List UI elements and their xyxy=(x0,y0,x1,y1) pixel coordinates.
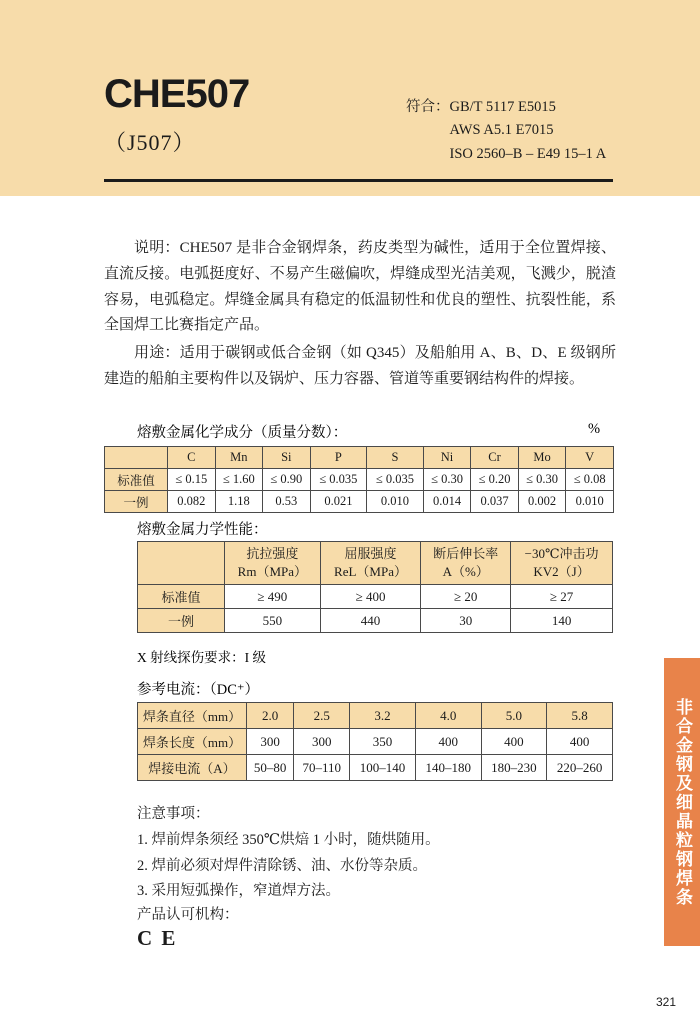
chem-header-v: V xyxy=(566,447,614,469)
chem-cell: 0.002 xyxy=(518,491,566,513)
current-cell: 400 xyxy=(415,729,481,755)
reference-current-table xyxy=(137,702,613,781)
current-cell: 50–80 xyxy=(247,755,294,781)
current-cell: 400 xyxy=(547,729,613,755)
description-paragraph-2: 用途：适用于碳钢或低合金钢（如 Q345）及船舶用 A、B、D、E 级钢所建造的船舶主要构件以及锅炉、压力容器、管道等重要钢结构件的焊接。 xyxy=(104,345,616,387)
table-row xyxy=(105,469,614,491)
chem-cell: ≤ 0.035 xyxy=(310,469,367,491)
mech-cell: 30 xyxy=(421,609,511,633)
xray-requirement-note: X 射线探伤要求：I 级 xyxy=(137,650,266,665)
current-row-label-amperage: 焊接电流（A） xyxy=(138,755,247,781)
mech-header-impact-line2: KV2（J） xyxy=(533,564,590,579)
ce-mark-icon: C E xyxy=(137,926,178,950)
chem-row-label-standard: 标准值 xyxy=(105,469,168,491)
chem-cell: 0.082 xyxy=(168,491,216,513)
mech-row-label-standard: 标准值 xyxy=(138,585,225,609)
chem-cell: ≤ 0.20 xyxy=(471,469,519,491)
mech-header-impact-line1: −30℃冲击功 xyxy=(524,546,599,562)
current-cell: 300 xyxy=(247,729,294,755)
section-side-tab: 非合金钢及细晶粒钢焊条 xyxy=(664,658,700,946)
table-row xyxy=(138,703,613,729)
chem-cell: 0.53 xyxy=(263,491,311,513)
current-cell: 70–110 xyxy=(294,755,350,781)
chem-cell: 0.014 xyxy=(423,491,471,513)
current-cell: 2.0 xyxy=(247,703,294,729)
mech-header-yield xyxy=(320,542,421,585)
mech-header-elongation xyxy=(421,542,511,585)
chem-cell: ≤ 0.035 xyxy=(367,469,424,491)
notes-block xyxy=(137,802,557,905)
chem-header-mn: Mn xyxy=(215,447,263,469)
chem-header-s: S xyxy=(367,447,424,469)
page-number: 321 xyxy=(655,995,676,1009)
standards-line-3 xyxy=(406,143,606,166)
mech-row-label-example: 一例 xyxy=(138,609,225,633)
note-item: 1. 焊前焊条须经 350℃烘焙 1 小时，随烘随用。 xyxy=(137,832,440,849)
table-row xyxy=(105,491,614,513)
mech-header-elongation-line1: 断后伸长率 xyxy=(433,546,499,562)
certification-title: 产品认可机构： xyxy=(137,907,239,923)
current-cell: 100–140 xyxy=(350,755,416,781)
current-cell: 220–260 xyxy=(547,755,613,781)
chem-header-cr: Cr xyxy=(471,447,519,469)
mech-cell: ≥ 400 xyxy=(320,585,421,609)
chem-cell: ≤ 0.30 xyxy=(518,469,566,491)
description-paragraph-1: 说明：CHE507 是非合金钢焊条，药皮类型为碱性，适用于全位置焊接、直流反接。电弧挺度好、不易产生磁偏吹，焊缝成型光洁美观，飞溅少，脱渣容易，电弧稳定。焊缝金属具有稳定的低温韧性和优良的塑性、抗裂性能，系全国焊工比赛指定产品。 xyxy=(104,240,616,334)
mech-header-tensile-line1: 抗拉强度 xyxy=(246,546,299,562)
note-item: 2. 焊前必须对焊件清除锈、油、水份等杂质。 xyxy=(137,857,427,874)
current-cell: 350 xyxy=(350,729,416,755)
current-cell: 4.0 xyxy=(415,703,481,729)
mech-cell: ≥ 490 xyxy=(225,585,321,609)
mech-header-tensile-line2: Rm（MPa） xyxy=(237,564,308,579)
chem-header-ni: Ni xyxy=(423,447,471,469)
description-block xyxy=(104,236,616,395)
standard-1: AWS A5.1 E7015 xyxy=(449,122,554,139)
header-divider xyxy=(104,179,613,182)
page-title: CHE507 xyxy=(104,72,250,116)
mech-cell: 140 xyxy=(511,609,613,633)
product-alias: （J507） xyxy=(104,130,196,155)
standards-line-1 xyxy=(406,96,606,119)
chem-header-p: P xyxy=(310,447,367,469)
notes-title: 注意事项： xyxy=(137,806,210,822)
chem-cell: ≤ 1.60 xyxy=(215,469,263,491)
chem-row-label-example: 一例 xyxy=(105,491,168,513)
chem-cell: 0.037 xyxy=(471,491,519,513)
current-cell: 5.0 xyxy=(481,703,547,729)
mech-header-elongation-line2: A（%） xyxy=(442,564,489,579)
chem-header-mo: Mo xyxy=(518,447,566,469)
table-row xyxy=(138,755,613,781)
chem-header-c: C xyxy=(168,447,216,469)
chem-header-si: Si xyxy=(263,447,311,469)
current-cell: 140–180 xyxy=(415,755,481,781)
chem-corner-cell xyxy=(105,447,168,469)
chem-cell: ≤ 0.90 xyxy=(263,469,311,491)
chem-table-title: 熔敷金属化学成分（质量分数）： xyxy=(137,425,348,441)
standards-label: 符合： xyxy=(406,99,450,115)
current-cell: 180–230 xyxy=(481,755,547,781)
current-cell: 400 xyxy=(481,729,547,755)
table-row xyxy=(138,609,613,633)
chem-composition-table xyxy=(104,446,614,513)
mech-header-yield-line1: 屈服强度 xyxy=(344,546,397,562)
chem-cell: ≤ 0.08 xyxy=(566,469,614,491)
current-row-label-diameter: 焊条直径（mm） xyxy=(138,703,247,729)
chem-cell: 0.010 xyxy=(566,491,614,513)
standards-list xyxy=(406,96,606,166)
chem-cell: 0.021 xyxy=(310,491,367,513)
current-cell: 3.2 xyxy=(350,703,416,729)
chem-cell: 1.18 xyxy=(215,491,263,513)
mech-corner-cell xyxy=(138,542,225,585)
mechanical-properties-table xyxy=(137,541,613,633)
note-item: 3. 采用短弧操作，窄道焊方法。 xyxy=(137,883,340,900)
title-block xyxy=(104,74,249,157)
mech-header-impact xyxy=(511,542,613,585)
chem-cell: 0.010 xyxy=(367,491,424,513)
table-header-row xyxy=(138,542,613,585)
mech-header-yield-line2: ReL（MPa） xyxy=(334,564,407,579)
chem-cell: ≤ 0.15 xyxy=(168,469,216,491)
current-cell: 5.8 xyxy=(547,703,613,729)
table-row xyxy=(138,729,613,755)
current-cell: 2.5 xyxy=(294,703,350,729)
mech-cell: ≥ 20 xyxy=(421,585,511,609)
mech-header-tensile xyxy=(225,542,321,585)
mech-cell: 550 xyxy=(225,609,321,633)
current-table-title: 参考电流：（DC⁺） xyxy=(137,682,260,698)
standard-0: GB/T 5117 E5015 xyxy=(449,99,556,115)
current-row-label-length: 焊条长度（mm） xyxy=(138,729,247,755)
table-row xyxy=(138,585,613,609)
table-header-row xyxy=(105,447,614,469)
mech-cell: ≥ 27 xyxy=(511,585,613,609)
standards-line-2 xyxy=(406,119,606,142)
standard-2: ISO 2560–B – E49 15–1 A xyxy=(449,145,607,162)
chem-cell: ≤ 0.30 xyxy=(423,469,471,491)
mech-table-title: 熔敷金属力学性能： xyxy=(137,522,268,538)
chem-table-unit: % xyxy=(588,421,601,437)
current-cell: 300 xyxy=(294,729,350,755)
mech-cell: 440 xyxy=(320,609,421,633)
